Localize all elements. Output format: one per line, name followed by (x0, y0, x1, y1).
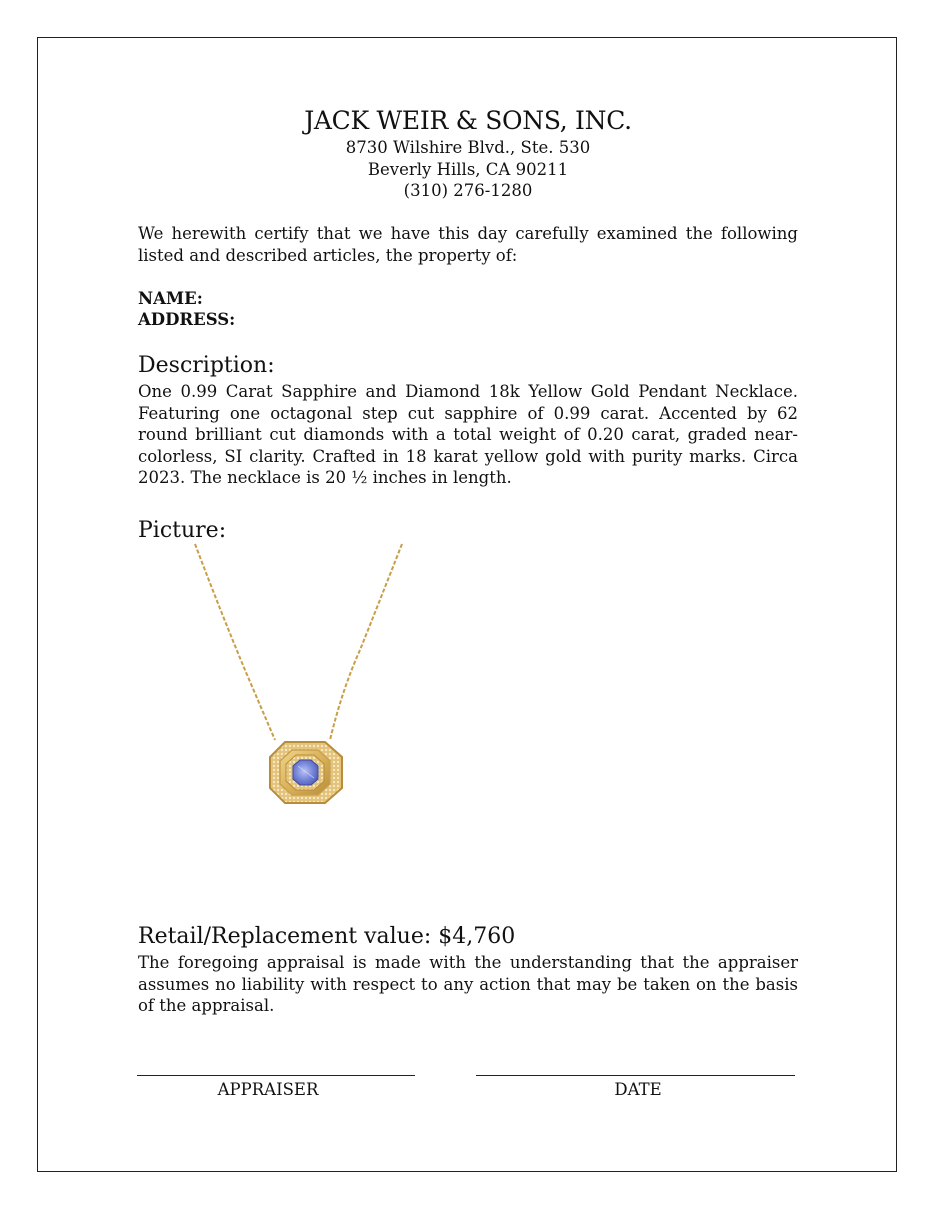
company-address-line1: 8730 Wilshire Blvd., Ste. 530 (345, 138, 591, 157)
description-body: One 0.99 Carat Sapphire and Diamond 18k Yellow Gold Pendant Necklace. Featuring one octagonal step cut sapphire of 0.99 carat. Accented by 62 round brilliant cut diamonds with a total weight of 0.20 carat, graded near-colorless, SI clarity. Crafted in 18 karat yellow gold with purity marks. Circa 2023. The necklace is 20 ½ inches in length. (138, 382, 798, 487)
appraiser-signature-line (137, 1075, 415, 1076)
owner-name-label: NAME: (138, 289, 203, 308)
date-signature-line (476, 1075, 795, 1076)
certification-statement: We herewith certify that we have this day carefully examined the following listed and described articles, the property of: (138, 224, 798, 265)
retail-value: Retail/Replacement value: $4,760 (138, 924, 516, 949)
right-chain (330, 544, 402, 740)
owner-address-label: ADDRESS: (138, 310, 236, 329)
description-heading: Description: (138, 353, 275, 378)
sapphire-stone (293, 760, 318, 785)
left-chain (195, 544, 275, 740)
liability-disclaimer: The foregoing appraisal is made with the understanding that the appraiser assumes no liability with respect to any action that may be taken on the basis of the appraisal. (138, 953, 798, 1015)
picture-heading: Picture: (138, 518, 227, 543)
company-phone: (310) 276-1280 (403, 181, 533, 200)
company-name: JACK WEIR & SONS, INC. (304, 106, 632, 135)
company-address-line2: Beverly Hills, CA 90211 (367, 160, 569, 179)
appraiser-label: APPRAISER (217, 1080, 319, 1099)
necklace-image (180, 540, 420, 810)
date-label: DATE (614, 1080, 662, 1099)
